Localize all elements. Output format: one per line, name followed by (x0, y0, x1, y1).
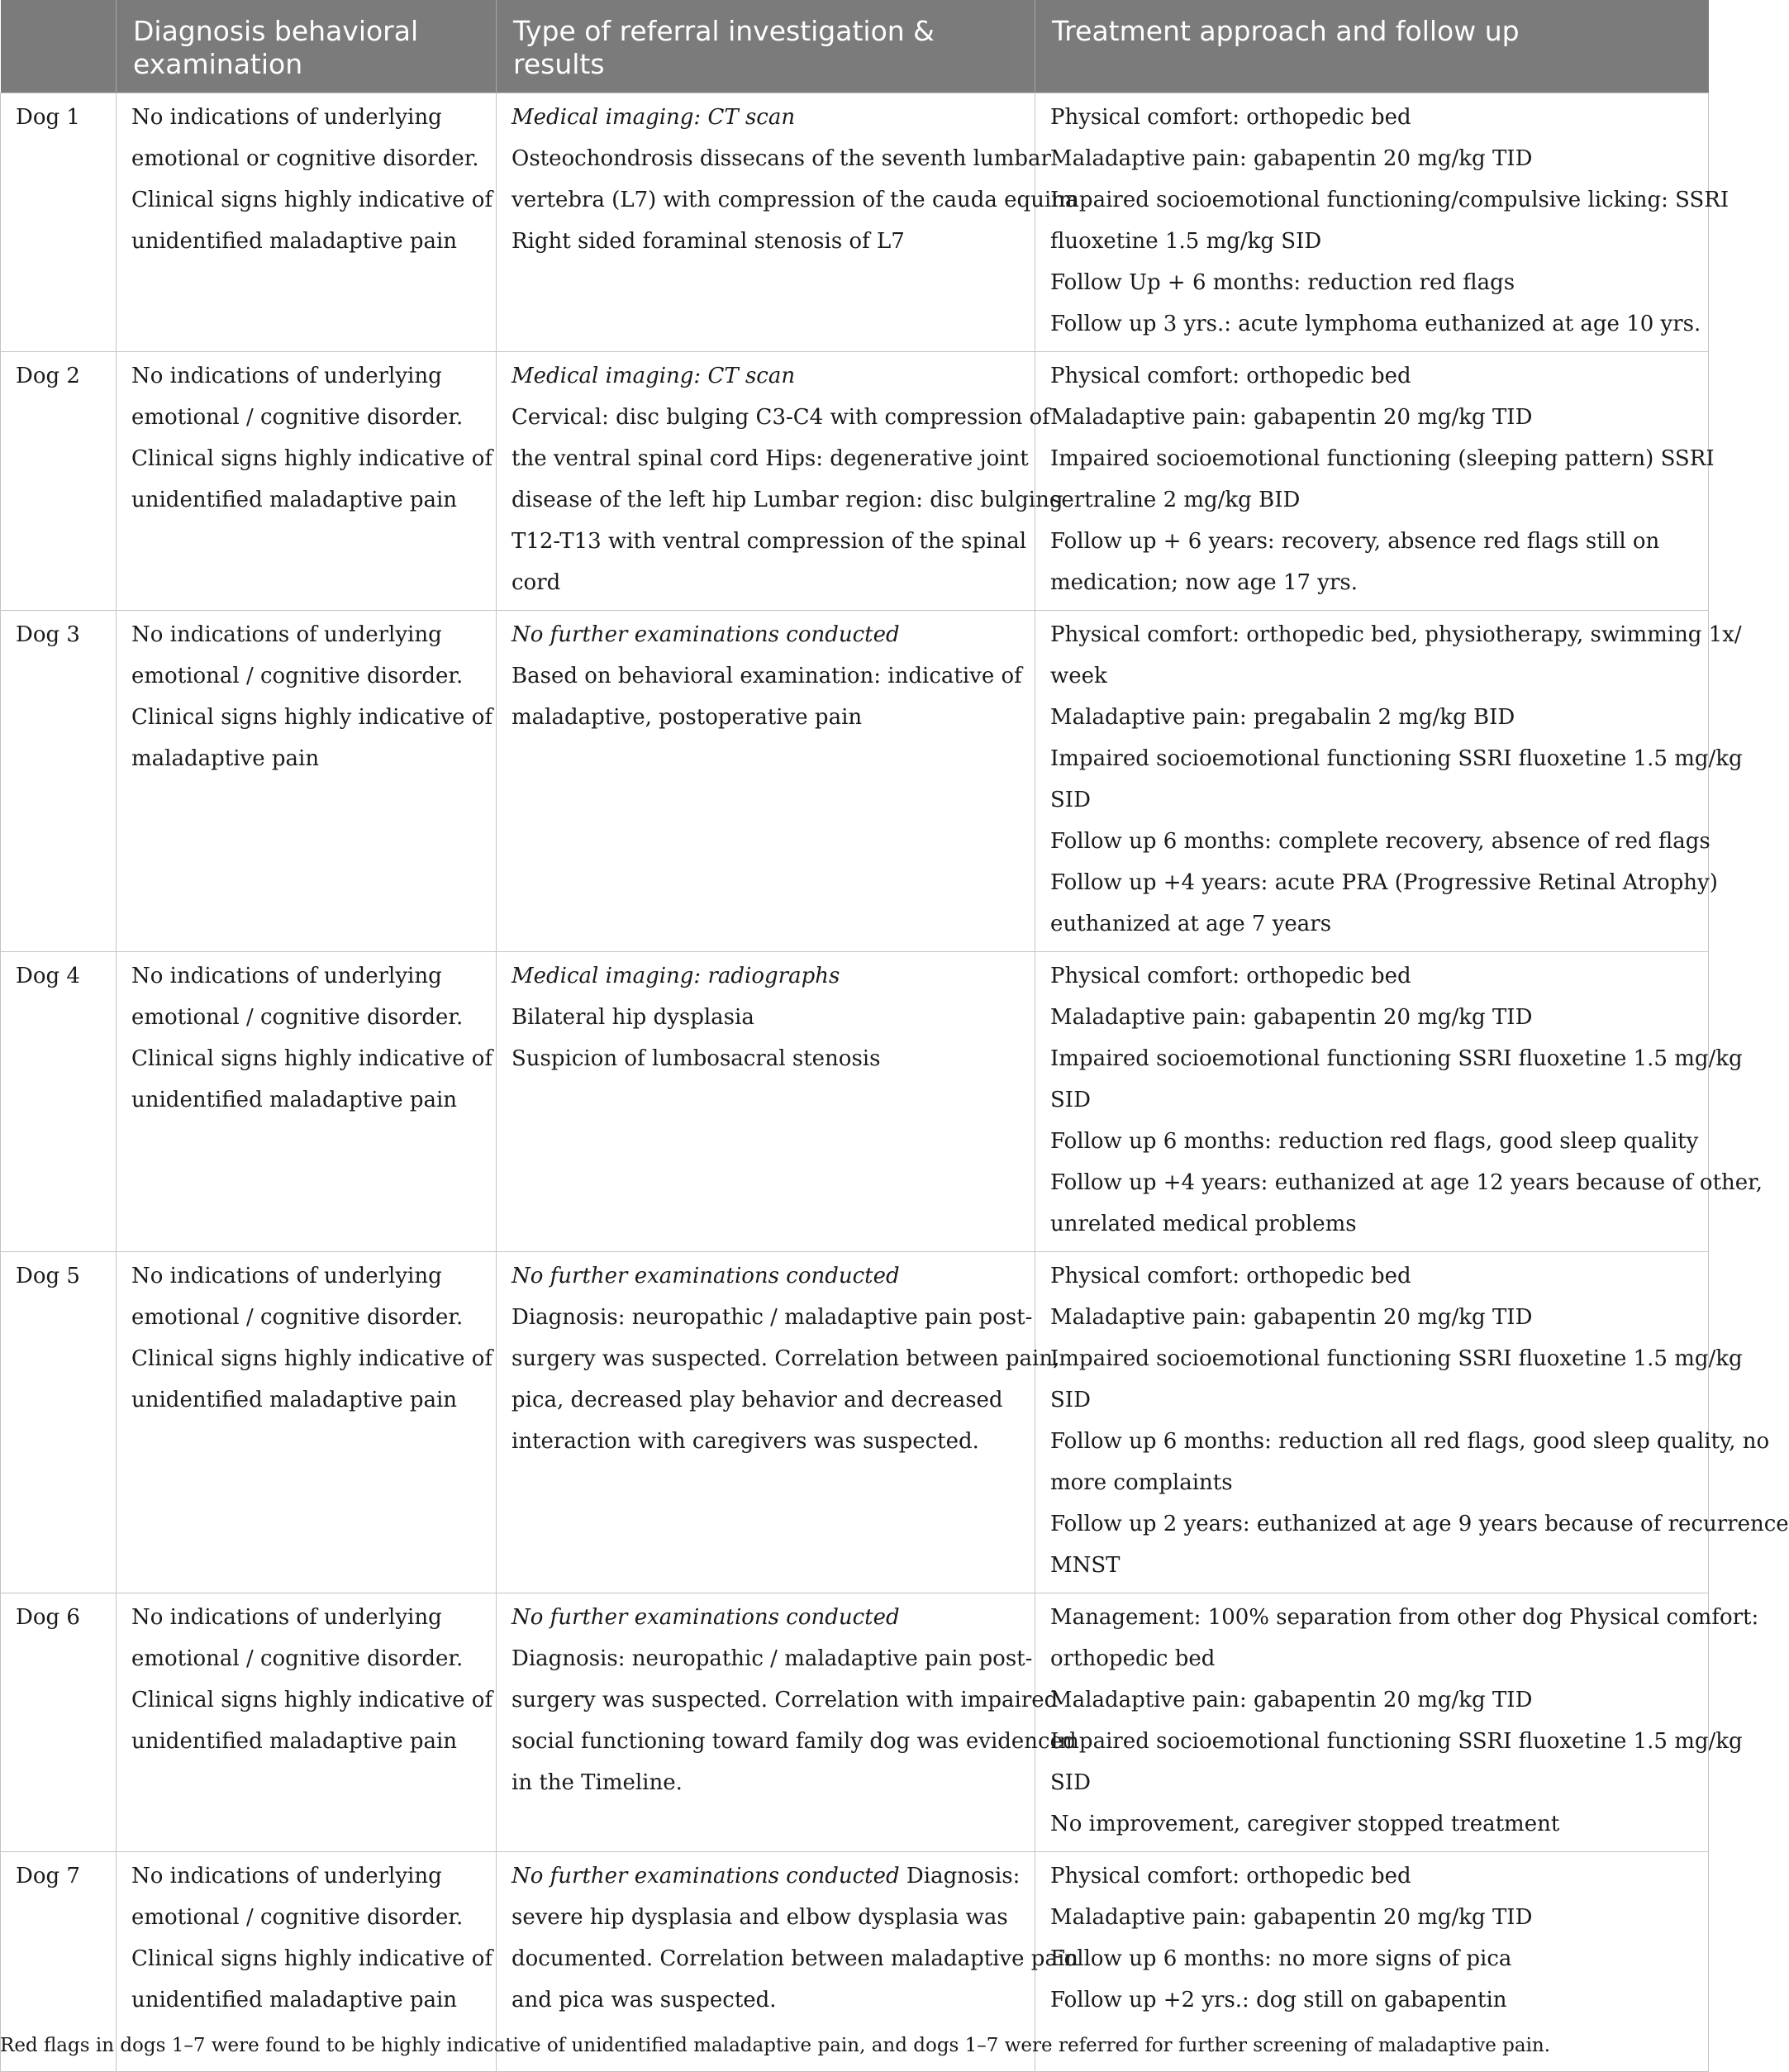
treatment-line: Impaired socioemotional functioning (sleeping pattern) SSRI (1050, 446, 1715, 471)
diagnosis-line: emotional / cognitive disorder. (131, 1005, 464, 1030)
treatment-line: SID (1050, 1770, 1091, 1795)
referral-line (511, 397, 1050, 438)
treatment-line: Follow up +4 years: euthanized at age 12 years because of other, (1050, 1170, 1763, 1195)
referral-line (511, 997, 1020, 1038)
dog-id: Dog 7 (16, 1864, 80, 1889)
treatment-line: Maladaptive pain: gabapentin 20 mg/kg TID (1050, 1305, 1533, 1330)
diagnosis-line: unidentified maladaptive pain (131, 229, 458, 254)
diagnosis-line: Clinical signs highly indicative of (131, 705, 493, 730)
diagnosis-line: No indications of underlying (131, 1264, 442, 1288)
treatment-line: Maladaptive pain: pregabalin 2 mg/kg BID (1050, 705, 1515, 730)
referral-line (511, 1938, 1079, 1979)
referral-line (511, 1379, 1020, 1421)
referral-line (511, 179, 1078, 221)
table-row (1, 952, 1709, 1252)
diagnosis-line: Clinical signs highly indicative of (131, 1046, 493, 1071)
referral-line (511, 138, 1051, 179)
dog-id-cell (1, 952, 117, 1252)
referral-method: Medical imaging: radiographs (511, 964, 840, 988)
treatment-line: week (1050, 664, 1107, 688)
treatment-cell (1035, 1593, 1759, 1852)
referral-line (511, 1721, 1077, 1762)
referral-text: surgery was suspected. Correlation with impaired (511, 1688, 1059, 1712)
treatment-line: Follow up 6 months: reduction red flags, good sleep quality (1050, 1129, 1699, 1154)
diagnosis-cell (117, 352, 497, 611)
treatment-line: Maladaptive pain: gabapentin 20 mg/kg TID (1050, 405, 1533, 430)
treatment-cell (1035, 611, 1743, 952)
treatment-line: Follow up 2 years: euthanized at age 9 years because of recurrence (1050, 1512, 1789, 1536)
treatment-line: Follow up + 6 years: recovery, absence red flags still on (1050, 529, 1660, 554)
dog-id-cell (1, 352, 117, 611)
diagnosis-line: Clinical signs highly indicative of (131, 1946, 493, 1971)
table-row (1, 352, 1709, 611)
diagnosis-line: Clinical signs highly indicative of (131, 1688, 493, 1712)
treatment-line: No improvement, caregiver stopped treatment (1050, 1812, 1560, 1836)
diagnosis-line: Clinical signs highly indicative of (131, 446, 493, 471)
dog-id-cell (1, 93, 117, 352)
referral-text: cord (511, 570, 561, 595)
referral-text: disease of the left hip Lumbar region: disc bulging (511, 488, 1063, 512)
diagnosis-line: unidentified maladaptive pain (131, 1388, 458, 1412)
referral-line (511, 697, 1020, 738)
referral-line (511, 614, 1020, 655)
referral-cell (497, 352, 1063, 611)
referral-line (511, 655, 1020, 697)
referral-line (511, 1255, 1020, 1297)
referral-line (511, 521, 1027, 562)
diagnosis-cell (117, 93, 497, 352)
dog-id-cell (1, 611, 117, 952)
referral-line (511, 1597, 1020, 1638)
referral-line (511, 438, 1029, 479)
treatment-line: fluoxetine 1.5 mg/kg SID (1050, 229, 1322, 254)
treatment-line: Management: 100% separation from other dog Physical comfort: (1050, 1605, 1759, 1630)
diagnosis-line: emotional / cognitive disorder. (131, 1646, 464, 1671)
diagnosis-line: unidentified maladaptive pain (131, 1988, 458, 2012)
treatment-line: Impaired socioemotional functioning SSRI fluoxetine 1.5 mg/kg (1050, 1346, 1743, 1371)
treatment-line: sertraline 2 mg/kg BID (1050, 488, 1301, 512)
referral-method: No further examinations conducted (511, 1864, 900, 1889)
referral-text: Suspicion of lumbosacral stenosis (511, 1046, 881, 1071)
treatment-cell (1035, 93, 1730, 352)
diagnosis-line: No indications of underlying (131, 1605, 442, 1630)
referral-text: Cervical: disc bulging C3-C4 with compression of (511, 405, 1050, 430)
referral-line (511, 479, 1063, 521)
referral-line (511, 1979, 1020, 2021)
referral-text: surgery was suspected. Correlation between pain, (511, 1346, 1060, 1371)
diagnosis-line: No indications of underlying (131, 105, 442, 130)
referral-method: No further examinations conducted (511, 622, 900, 647)
diagnosis-cell (117, 611, 497, 952)
table-body (1, 93, 1789, 2072)
diagnosis-line: emotional / cognitive disorder. (131, 1905, 464, 1930)
treatment-line: Physical comfort: orthopedic bed (1050, 1864, 1411, 1889)
table-row (1, 93, 1709, 352)
diagnosis-line: Clinical signs highly indicative of (131, 188, 493, 212)
treatment-line: Maladaptive pain: gabapentin 20 mg/kg TID (1050, 1005, 1533, 1030)
dog-id-cell (1, 1593, 117, 1852)
referral-method: Medical imaging: CT scan (511, 105, 796, 130)
header-cell-dog (1, 0, 117, 93)
dog-id: Dog 4 (16, 964, 80, 988)
referral-line (511, 1038, 1020, 1079)
treatment-cell (1035, 952, 1763, 1252)
diagnosis-line: No indications of underlying (131, 622, 442, 647)
treatment-line: SID (1050, 788, 1091, 812)
referral-line (511, 1679, 1059, 1721)
referral-line (511, 1638, 1033, 1679)
referral-text: the ventral spinal cord Hips: degenerative joint (511, 446, 1029, 471)
treatment-line: Maladaptive pain: gabapentin 20 mg/kg TID (1050, 146, 1533, 171)
treatment-line: MNST (1050, 1553, 1121, 1578)
referral-line (511, 1855, 1020, 1897)
treatment-line: SID (1050, 1088, 1091, 1112)
dog-id: Dog 3 (16, 622, 80, 647)
referral-text: Diagnosis: (899, 1864, 1021, 1889)
treatment-cell (1035, 1252, 1789, 1593)
treatment-line: Maladaptive pain: gabapentin 20 mg/kg TID (1050, 1905, 1533, 1930)
referral-text: maladaptive, postoperative pain (511, 705, 863, 730)
diagnosis-cell (117, 1593, 497, 1852)
dog-id: Dog 1 (16, 105, 80, 130)
header-label-line: Diagnosis behavioral (133, 15, 419, 47)
dog-id: Dog 5 (16, 1264, 80, 1288)
referral-text: Osteochondrosis dissecans of the seventh lumbar (511, 146, 1051, 171)
diagnosis-line: No indications of underlying (131, 364, 442, 388)
referral-text: interaction with caregivers was suspected. (511, 1429, 979, 1454)
treatment-line: Physical comfort: orthopedic bed (1050, 105, 1411, 130)
header-cell-treatment (1035, 0, 1709, 93)
header-cell-diagnosis (117, 0, 497, 93)
treatment-line: Follow up 6 months: reduction all red flags, good sleep quality, no (1050, 1429, 1770, 1454)
referral-cell (497, 1252, 1060, 1593)
treatment-line: unrelated medical problems (1050, 1212, 1357, 1236)
treatment-line: euthanized at age 7 years (1050, 912, 1332, 936)
diagnosis-line: unidentified maladaptive pain (131, 488, 458, 512)
referral-line (511, 1421, 1020, 1462)
referral-line (511, 1762, 1020, 1803)
dog-id-cell (1, 1252, 117, 1593)
referral-line (511, 562, 1020, 603)
treatment-line: Physical comfort: orthopedic bed (1050, 1264, 1411, 1288)
referral-cell (497, 611, 1035, 952)
treatment-line: Follow Up + 6 months: reduction red flags (1050, 270, 1515, 295)
referral-text: and pica was suspected. (511, 1988, 777, 2012)
diagnosis-line: unidentified maladaptive pain (131, 1088, 458, 1112)
header-label-line: Type of referral investigation & (513, 15, 935, 47)
treatment-line: Follow up +2 yrs.: dog still on gabapentin (1050, 1988, 1507, 2012)
referral-line (511, 1338, 1060, 1379)
referral-text: Based on behavioral examination: indicative of (511, 664, 1022, 688)
referral-cell (497, 93, 1078, 352)
treatment-line: Follow up 6 months: complete recovery, absence of red flags (1050, 829, 1710, 854)
referral-line (511, 1297, 1033, 1338)
treatment-line: orthopedic bed (1050, 1646, 1216, 1671)
referral-method: No further examinations conducted (511, 1264, 900, 1288)
referral-line (511, 221, 1020, 262)
referral-text: Bilateral hip dysplasia (511, 1005, 754, 1030)
diagnosis-line: unidentified maladaptive pain (131, 1729, 458, 1754)
diagnosis-line: emotional / cognitive disorder. (131, 1305, 464, 1330)
diagnosis-cell (117, 952, 497, 1252)
referral-text: T12-T13 with ventral compression of the spinal (511, 529, 1027, 554)
diagnosis-line: Clinical signs highly indicative of (131, 1346, 493, 1371)
dog-id: Dog 2 (16, 364, 80, 388)
referral-line (511, 97, 1020, 138)
header-label-line: examination (133, 48, 303, 80)
diagnosis-line: No indications of underlying (131, 1864, 442, 1889)
diagnosis-cell (117, 1252, 497, 1593)
treatment-line: SID (1050, 1388, 1091, 1412)
header-label-line: results (513, 48, 605, 80)
treatment-line: Impaired socioemotional functioning SSRI fluoxetine 1.5 mg/kg (1050, 746, 1743, 771)
treatment-line: medication; now age 17 yrs. (1050, 570, 1358, 595)
referral-text: in the Timeline. (511, 1770, 683, 1795)
referral-text: Diagnosis: neuropathic / maladaptive pain post- (511, 1646, 1033, 1671)
referral-cell (497, 952, 1035, 1252)
referral-method: No further examinations conducted (511, 1605, 900, 1630)
treatment-line: Maladaptive pain: gabapentin 20 mg/kg TID (1050, 1688, 1533, 1712)
table-row (1, 1252, 1709, 1593)
diagnosis-line: emotional / cognitive disorder. (131, 405, 464, 430)
diagnosis-line: emotional / cognitive disorder. (131, 664, 464, 688)
treatment-line: Impaired socioemotional functioning/compulsive licking: SSRI (1050, 188, 1730, 212)
treatment-line: Follow up 3 yrs.: acute lymphoma euthanized at age 10 yrs. (1050, 312, 1701, 336)
header-row (1, 0, 1709, 93)
diagnosis-line: emotional or cognitive disorder. (131, 146, 479, 171)
referral-line (511, 955, 1020, 997)
treatment-line: Physical comfort: orthopedic bed, physiotherapy, swimming 1x/ (1050, 622, 1742, 647)
table-row (1, 1593, 1709, 1852)
treatment-cell (1035, 352, 1715, 611)
referral-line (511, 1897, 1020, 1938)
header-cell-referral (497, 0, 1035, 93)
referral-text: vertebra (L7) with compression of the cauda equina (511, 188, 1078, 212)
referral-text: pica, decreased play behavior and decreased (511, 1388, 1003, 1412)
referral-text: documented. Correlation between maladaptive pain (511, 1946, 1079, 1971)
referral-text: Diagnosis: neuropathic / maladaptive pain post- (511, 1305, 1033, 1330)
dog-id: Dog 6 (16, 1605, 80, 1630)
treatment-line: Impaired socioemotional functioning SSRI fluoxetine 1.5 mg/kg (1050, 1729, 1743, 1754)
header-label-line: Treatment approach and follow up (1052, 15, 1520, 47)
treatment-line: Follow up +4 years: acute PRA (Progressive Retinal Atrophy) (1050, 870, 1718, 895)
treatment-line: more complaints (1050, 1470, 1233, 1495)
referral-method: Medical imaging: CT scan (511, 364, 796, 388)
table-row (1, 611, 1709, 952)
treatment-line: Follow up 6 months: no more signs of pica (1050, 1946, 1512, 1971)
table-footnote: Red flags in dogs 1–7 were found to be highly indicative of unidentified maladaptive pain, and dogs 1–7 were referred for further screening of maladaptive pain. (0, 2035, 1551, 2056)
referral-line (511, 355, 1020, 397)
referral-text: Right sided foraminal stenosis of L7 (511, 229, 905, 254)
diagnosis-line: No indications of underlying (131, 964, 442, 988)
treatment-line: Impaired socioemotional functioning SSRI fluoxetine 1.5 mg/kg (1050, 1046, 1743, 1071)
treatment-line: Physical comfort: orthopedic bed (1050, 364, 1411, 388)
diagnosis-line: maladaptive pain (131, 746, 320, 771)
referral-text: severe hip dysplasia and elbow dysplasia was (511, 1905, 1008, 1930)
treatment-line: Physical comfort: orthopedic bed (1050, 964, 1411, 988)
referral-text: social functioning toward family dog was evidenced (511, 1729, 1077, 1754)
